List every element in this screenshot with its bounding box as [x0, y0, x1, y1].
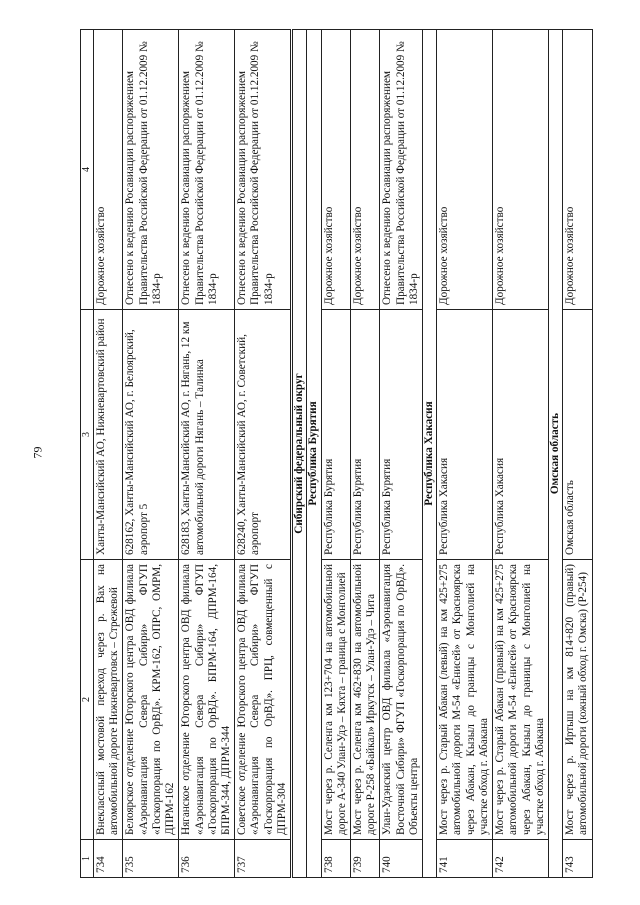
row-number: 739 [350, 840, 379, 878]
object-description: Няганское отделение Югорского центра ОВД филиала «Аэронавигация Севера Сибири» ФГУП «Госкорпорация по ОрВД». БПРМ-164, ДПРМ-164, БПРМ-344, ДПРМ-344 [179, 560, 235, 840]
row-number: 734 [94, 840, 123, 878]
row-number: 737 [235, 840, 292, 878]
table-row [123, 30, 179, 878]
object-note: Дорожное хозяйство [94, 30, 123, 310]
object-description: Внеклассный мостовой переход через р. Вах на автомобильной дороге Нижневартовск – Стрежевой [94, 560, 123, 840]
table-row [380, 30, 423, 878]
object-location: Республика Бурятия [321, 310, 350, 560]
row-number: 735 [123, 840, 179, 878]
row-number: 738 [321, 840, 350, 878]
row-number: 736 [179, 840, 235, 878]
region-header-row [423, 30, 437, 878]
object-location: Республика Бурятия [350, 310, 379, 560]
object-location: 628183, Ханты-Мансийский АО, г. Нягань, 12 км автомобильной дороги Нягань – Талинка [179, 310, 235, 560]
region-title: Республика Бурятия [307, 30, 321, 878]
object-location: Республика Хакасия [437, 310, 493, 560]
object-description: Улан-Удэнский центр ОВД филиала «Аэронавигация Восточной Сибири» ФГУП «Госкорпорация по ОрВД». Объекты центра [380, 560, 423, 840]
table-row [493, 30, 549, 878]
object-note: Отнесено к ведению Росавиации распоряжением Правительства Российской Федерации от 01.12.2009 № 1834-р [235, 30, 292, 310]
table-row [235, 30, 292, 878]
table-sheet [80, 30, 620, 878]
table-row [437, 30, 493, 878]
object-description: Мост через р. Селенга км 462+830 на автомобильной дороге Р-258 «Байкал» Иркутск – Улан-Удэ – Чита [350, 560, 379, 840]
object-note: Дорожное хозяйство [350, 30, 379, 310]
column-header-4: 4 [81, 30, 94, 310]
table-row [179, 30, 235, 878]
object-note: Дорожное хозяйство [493, 30, 549, 310]
column-header-1: 1 [81, 840, 94, 878]
region-title: Омская область [549, 30, 563, 878]
object-note: Отнесено к ведению Росавиации распоряжением Правительства Российской Федерации от 01.12.2009 № 1834-р [123, 30, 179, 310]
row-number: 741 [437, 840, 493, 878]
object-description: Мост через р. Старый Абакан (правый) на км 425+275 автомобильной дороги М-54 «Енисей» от Красноярска через Абакан, Кызыл до границы с Монголией на участке обход г. Абакана [493, 560, 549, 840]
page-number: 79 [30, 446, 45, 459]
object-location: Республика Хакасия [493, 310, 549, 560]
object-note: Дорожное хозяйство [321, 30, 350, 310]
object-location: Омская область [563, 310, 592, 560]
column-header-2: 2 [81, 560, 94, 840]
row-number: 742 [493, 840, 549, 878]
object-note: Отнесено к ведению Росавиации распоряжением Правительства Российской Федерации от 01.12.2009 № 1834-р [380, 30, 423, 310]
table-row [94, 30, 123, 878]
table-body [94, 30, 593, 878]
object-location: Республика Бурятия [380, 310, 423, 560]
object-note: Отнесено к ведению Росавиации распоряжением Правительства Российской Федерации от 01.12.2009 № 1834-р [179, 30, 235, 310]
region-header-row [549, 30, 563, 878]
rotated-page [80, 30, 620, 878]
region-title: Сибирский федеральный округ [292, 30, 307, 878]
region-header-row [307, 30, 321, 878]
region-header-row [292, 30, 307, 878]
objects-table [80, 29, 593, 878]
object-description: Мост через р. Иртыш на км 814+820 (правый) автомобильной дороги (южный обход г. Омска) (Р-254) [563, 560, 592, 840]
object-location: 628240, Ханты-Мансийский АО, г. Советский, аэропорт [235, 310, 292, 560]
table-row [563, 30, 592, 878]
table-row [321, 30, 350, 878]
object-location: Ханты-Мансийский АО, Нижневартовский район [94, 310, 123, 560]
table-row [350, 30, 379, 878]
object-description: Белоярское отделение Югорского центра ОВД филиала «Аэронавигация Севера Сибири» ФГУП «Госкорпорация по ОрВД». КРМ-162, ОПРС, ОМРМ, ДПРМ-162 [123, 560, 179, 840]
object-description: Советское отделение Югорского центра ОВД филиала «Аэронавигация Севера Сибири» ФГУП «Госкорпорация по ОрВД». ПРЦ, совмещенный с ДПРМ-304 [235, 560, 292, 840]
object-note: Дорожное хозяйство [437, 30, 493, 310]
column-header-3: 3 [81, 310, 94, 560]
object-description: Мост через р. Старый Абакан (левый) на км 425+275 автомобильной дороги М-54 «Енисей» от Красноярска через Абакан, Кызыл до границы с Монголией на участке обход г. Абакана [437, 560, 493, 840]
object-location: 628162, Ханты-Мансийский АО, г. Белоярский, аэропорт 5 [123, 310, 179, 560]
row-number: 743 [563, 840, 592, 878]
object-description: Мост через р. Селенга км 123+704 на автомобильной дороге А-340 Улан-Удэ – Кяхта – граница с Монголией [321, 560, 350, 840]
header-row [81, 30, 94, 878]
row-number: 740 [380, 840, 423, 878]
object-note: Дорожное хозяйство [563, 30, 592, 310]
region-title: Республика Хакасия [423, 30, 437, 878]
